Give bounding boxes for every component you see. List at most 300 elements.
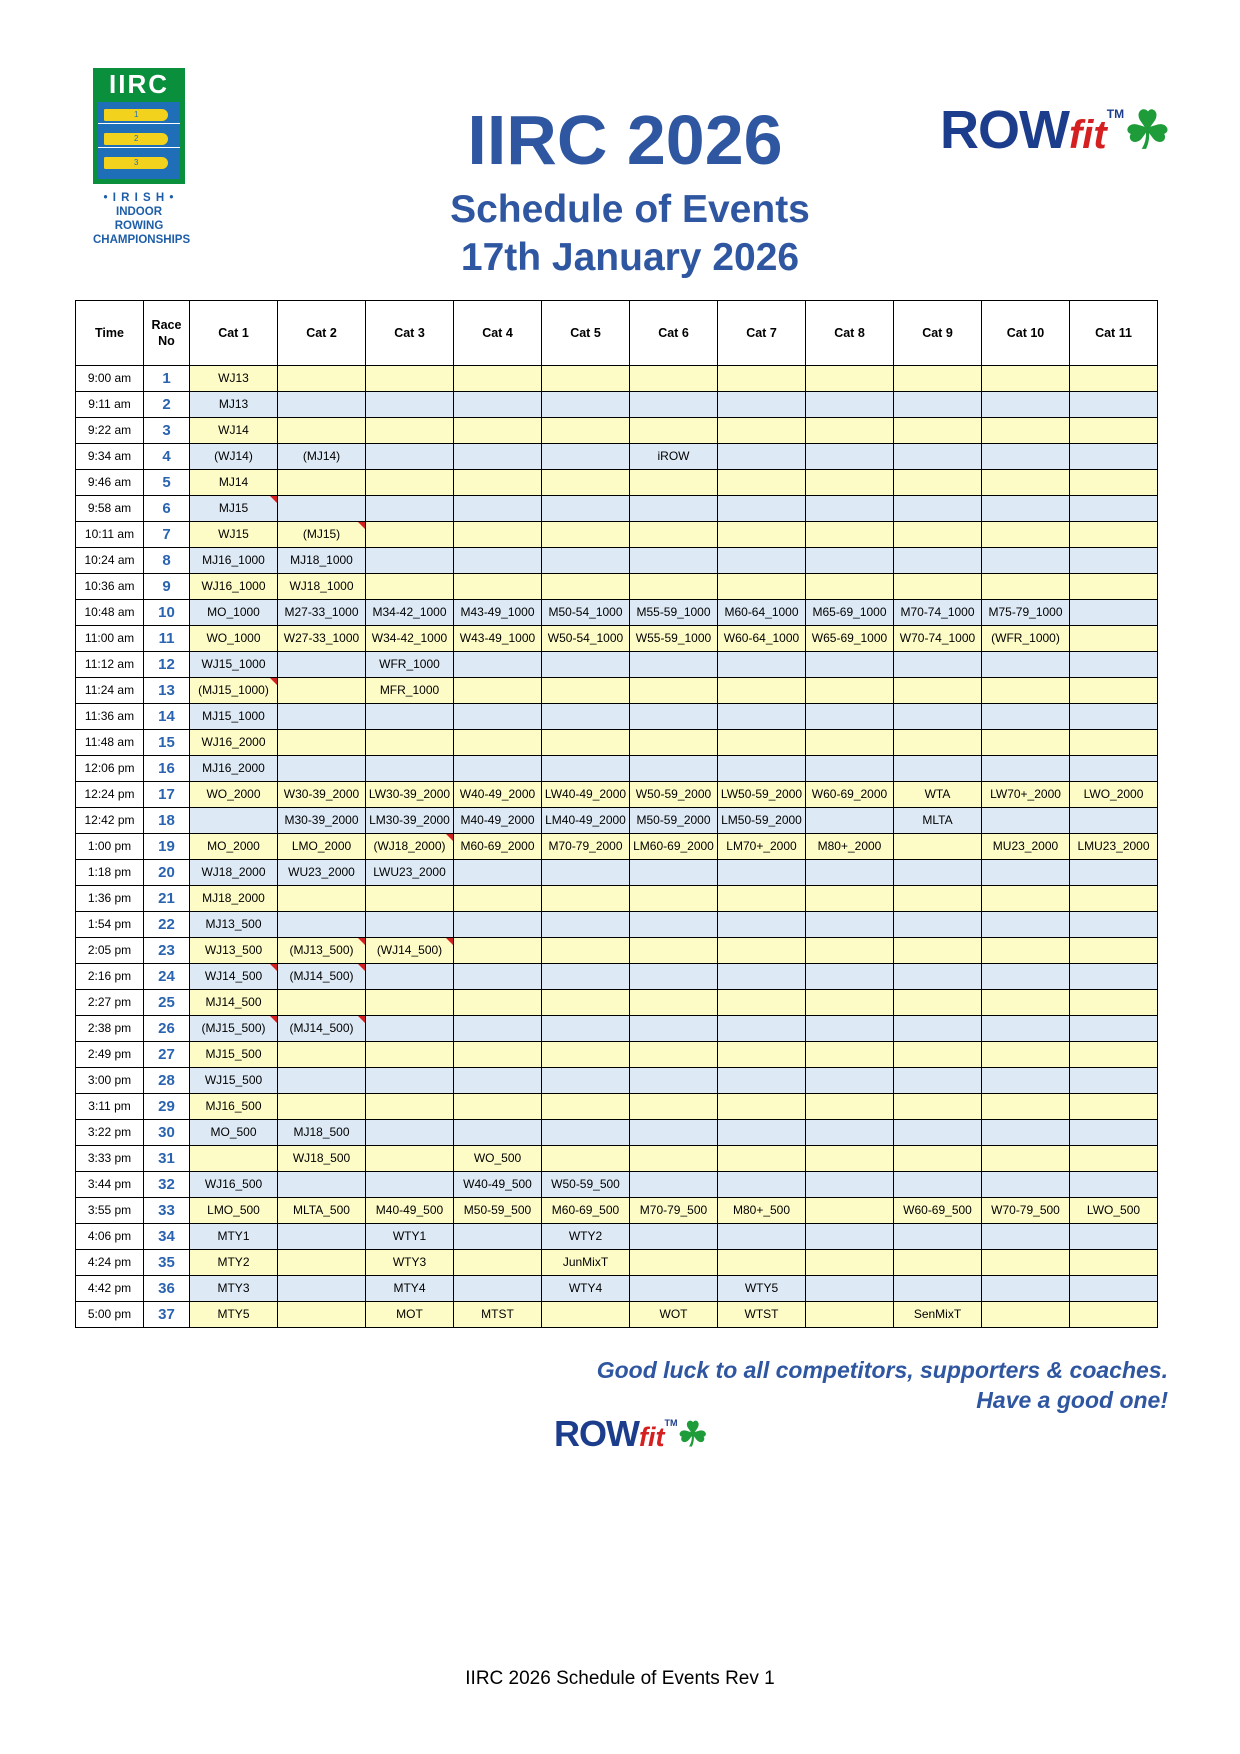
category-cell	[718, 496, 806, 522]
category-cell	[1070, 1042, 1158, 1068]
category-cell	[454, 1016, 542, 1042]
category-cell	[278, 652, 366, 678]
category-cell	[278, 1172, 366, 1198]
category-cell: WJ18_500	[278, 1146, 366, 1172]
category-cell	[278, 366, 366, 392]
category-cell	[982, 548, 1070, 574]
category-cell: W50-54_1000	[542, 626, 630, 652]
table-row	[76, 678, 1158, 704]
category-cell	[366, 444, 454, 470]
race-number: 20	[144, 860, 190, 886]
race-number: 13	[144, 678, 190, 704]
race-time: 2:16 pm	[76, 964, 144, 990]
table-header-row	[76, 301, 1158, 366]
category-cell: LMO_500	[190, 1198, 278, 1224]
race-number: 19	[144, 834, 190, 860]
race-number: 12	[144, 652, 190, 678]
category-cell	[630, 938, 718, 964]
race-number: 5	[144, 470, 190, 496]
category-cell: WJ15_1000	[190, 652, 278, 678]
category-cell	[982, 652, 1070, 678]
category-cell: MJ13_500	[190, 912, 278, 938]
category-cell	[454, 964, 542, 990]
race-number: 32	[144, 1172, 190, 1198]
category-cell	[278, 1250, 366, 1276]
column-header: Cat 1	[190, 301, 278, 366]
race-time: 10:36 am	[76, 574, 144, 600]
race-number: 31	[144, 1146, 190, 1172]
category-cell: (MJ14)	[278, 444, 366, 470]
category-cell	[718, 704, 806, 730]
column-header: Cat 2	[278, 301, 366, 366]
race-time: 2:27 pm	[76, 990, 144, 1016]
race-time: 1:54 pm	[76, 912, 144, 938]
category-cell	[894, 392, 982, 418]
category-cell	[894, 470, 982, 496]
category-cell	[630, 1146, 718, 1172]
category-cell: (MJ15)	[278, 522, 366, 548]
category-cell	[630, 756, 718, 782]
category-cell	[982, 392, 1070, 418]
category-cell: W60-69_500	[894, 1198, 982, 1224]
category-cell	[278, 990, 366, 1016]
category-cell	[1070, 1068, 1158, 1094]
category-cell: LWO_2000	[1070, 782, 1158, 808]
event-date: 17th January 2026	[460, 236, 800, 279]
category-cell	[982, 756, 1070, 782]
category-cell	[630, 1016, 718, 1042]
category-cell: MJ13	[190, 392, 278, 418]
race-time: 3:22 pm	[76, 1120, 144, 1146]
category-cell	[454, 860, 542, 886]
category-cell: MTY2	[190, 1250, 278, 1276]
category-cell	[366, 522, 454, 548]
category-cell: W65-69_1000	[806, 626, 894, 652]
category-cell: MO_1000	[190, 600, 278, 626]
category-cell	[718, 730, 806, 756]
category-cell	[366, 1094, 454, 1120]
table-row	[76, 392, 1158, 418]
category-cell: W34-42_1000	[366, 626, 454, 652]
category-cell	[278, 1094, 366, 1120]
category-cell	[630, 1172, 718, 1198]
category-cell: MTST	[454, 1302, 542, 1328]
category-cell	[366, 496, 454, 522]
category-cell	[542, 756, 630, 782]
category-cell: WJ13	[190, 366, 278, 392]
category-cell	[454, 1224, 542, 1250]
category-cell	[366, 392, 454, 418]
category-cell	[630, 1042, 718, 1068]
category-cell: MJ14_500	[190, 990, 278, 1016]
table-row	[76, 1094, 1158, 1120]
boat-1-icon: 1	[104, 109, 168, 121]
category-cell: W40-49_500	[454, 1172, 542, 1198]
category-cell: MTY5	[190, 1302, 278, 1328]
category-cell: M70-79_2000	[542, 834, 630, 860]
category-cell	[806, 730, 894, 756]
category-cell: LMO_2000	[278, 834, 366, 860]
category-cell	[542, 652, 630, 678]
iirc-logo-lanes	[98, 102, 180, 179]
category-cell: MO_500	[190, 1120, 278, 1146]
table-row	[76, 1224, 1158, 1250]
category-cell	[630, 574, 718, 600]
category-cell	[718, 548, 806, 574]
category-cell	[806, 1146, 894, 1172]
category-cell: M80+_2000	[806, 834, 894, 860]
category-cell	[982, 1302, 1070, 1328]
category-cell	[718, 1016, 806, 1042]
category-cell	[894, 1016, 982, 1042]
category-cell: LM30-39_2000	[366, 808, 454, 834]
category-cell	[1070, 730, 1158, 756]
category-cell	[806, 548, 894, 574]
rowfit-logo-bottom: ROWfit™☘	[554, 1413, 708, 1454]
category-cell	[542, 704, 630, 730]
category-cell	[806, 886, 894, 912]
category-cell	[982, 1120, 1070, 1146]
boat-2-icon: 2	[104, 133, 168, 145]
page-footer: IIRC 2026 Schedule of Events Rev 1	[465, 1668, 775, 1689]
category-cell: M70-79_500	[630, 1198, 718, 1224]
category-cell	[630, 1068, 718, 1094]
category-cell	[806, 912, 894, 938]
category-cell	[630, 678, 718, 704]
category-cell: (MJ15_1000)	[190, 678, 278, 704]
category-cell: M70-74_1000	[894, 600, 982, 626]
category-cell	[630, 1094, 718, 1120]
category-cell: LM60-69_2000	[630, 834, 718, 860]
iirc-logo-text: IIRC	[109, 69, 169, 99]
column-header: Cat 9	[894, 301, 982, 366]
category-cell: WJ18_1000	[278, 574, 366, 600]
category-cell	[366, 730, 454, 756]
category-cell: WTST	[718, 1302, 806, 1328]
category-cell	[982, 1276, 1070, 1302]
category-cell	[894, 574, 982, 600]
category-cell	[894, 1068, 982, 1094]
category-cell	[630, 392, 718, 418]
iirc-logo	[93, 68, 191, 246]
category-cell	[542, 1016, 630, 1042]
page-subtitle: Schedule of Events	[450, 188, 810, 231]
category-cell	[982, 860, 1070, 886]
category-cell	[982, 522, 1070, 548]
race-number: 28	[144, 1068, 190, 1094]
race-time: 10:11 am	[76, 522, 144, 548]
category-cell	[806, 574, 894, 600]
category-cell: M75-79_1000	[982, 600, 1070, 626]
category-cell	[630, 1276, 718, 1302]
category-cell	[542, 1042, 630, 1068]
category-cell	[366, 704, 454, 730]
category-cell: M34-42_1000	[366, 600, 454, 626]
category-cell	[366, 990, 454, 1016]
race-number: 2	[144, 392, 190, 418]
category-cell: (WJ18_2000)	[366, 834, 454, 860]
category-cell	[278, 470, 366, 496]
category-cell	[630, 366, 718, 392]
category-cell: LM70+_2000	[718, 834, 806, 860]
category-cell	[894, 444, 982, 470]
category-cell	[982, 470, 1070, 496]
category-cell: LM50-59_2000	[718, 808, 806, 834]
race-number: 16	[144, 756, 190, 782]
category-cell	[806, 1094, 894, 1120]
table-row	[76, 600, 1158, 626]
category-cell	[1070, 574, 1158, 600]
race-time: 3:55 pm	[76, 1198, 144, 1224]
category-cell: MJ15	[190, 496, 278, 522]
table-row	[76, 1302, 1158, 1328]
category-cell	[630, 1250, 718, 1276]
race-time: 9:00 am	[76, 366, 144, 392]
category-cell	[806, 1172, 894, 1198]
category-cell	[630, 548, 718, 574]
race-time: 10:48 am	[76, 600, 144, 626]
category-cell	[542, 574, 630, 600]
category-cell: MO_2000	[190, 834, 278, 860]
category-cell	[982, 1016, 1070, 1042]
category-cell	[278, 418, 366, 444]
category-cell: SenMixT	[894, 1302, 982, 1328]
category-cell	[806, 938, 894, 964]
category-cell	[894, 1120, 982, 1146]
category-cell: WO_1000	[190, 626, 278, 652]
category-cell	[894, 1276, 982, 1302]
race-time: 12:42 pm	[76, 808, 144, 834]
race-time: 4:06 pm	[76, 1224, 144, 1250]
category-cell: WTA	[894, 782, 982, 808]
table-row	[76, 652, 1158, 678]
category-cell	[542, 1120, 630, 1146]
category-cell	[982, 990, 1070, 1016]
race-time: 3:00 pm	[76, 1068, 144, 1094]
table-row	[76, 1172, 1158, 1198]
category-cell	[806, 444, 894, 470]
category-cell: MJ18_2000	[190, 886, 278, 912]
column-header: Cat 10	[982, 301, 1070, 366]
table-row	[76, 938, 1158, 964]
category-cell: W70-79_500	[982, 1198, 1070, 1224]
category-cell	[1070, 548, 1158, 574]
category-cell	[454, 444, 542, 470]
category-cell: MJ18_1000	[278, 548, 366, 574]
category-cell	[982, 496, 1070, 522]
race-time: 1:00 pm	[76, 834, 144, 860]
category-cell: LWO_500	[1070, 1198, 1158, 1224]
category-cell	[454, 1120, 542, 1146]
race-time: 4:42 pm	[76, 1276, 144, 1302]
category-cell: WJ18_2000	[190, 860, 278, 886]
category-cell	[806, 522, 894, 548]
race-time: 11:12 am	[76, 652, 144, 678]
category-cell	[894, 496, 982, 522]
category-cell	[894, 938, 982, 964]
race-time: 3:11 pm	[76, 1094, 144, 1120]
category-cell	[454, 418, 542, 444]
category-cell	[454, 574, 542, 600]
category-cell	[1070, 626, 1158, 652]
category-cell: MJ14	[190, 470, 278, 496]
category-cell	[1070, 678, 1158, 704]
race-time: 2:05 pm	[76, 938, 144, 964]
category-cell: M30-39_2000	[278, 808, 366, 834]
category-cell	[894, 1224, 982, 1250]
category-cell	[454, 990, 542, 1016]
category-cell	[630, 1224, 718, 1250]
category-cell	[454, 678, 542, 704]
category-cell	[542, 496, 630, 522]
category-cell	[454, 548, 542, 574]
table-row	[76, 1016, 1158, 1042]
race-time: 3:44 pm	[76, 1172, 144, 1198]
category-cell	[718, 1120, 806, 1146]
category-cell	[366, 574, 454, 600]
race-time: 9:22 am	[76, 418, 144, 444]
table-row	[76, 756, 1158, 782]
category-cell: W40-49_2000	[454, 782, 542, 808]
category-cell	[718, 1224, 806, 1250]
race-time: 11:24 am	[76, 678, 144, 704]
category-cell	[454, 704, 542, 730]
category-cell: WJ14	[190, 418, 278, 444]
category-cell	[542, 1068, 630, 1094]
category-cell	[454, 392, 542, 418]
category-cell: M65-69_1000	[806, 600, 894, 626]
category-cell	[806, 652, 894, 678]
page-title: IIRC 2026	[467, 101, 783, 179]
column-header: Race No	[144, 301, 190, 366]
category-cell	[454, 1042, 542, 1068]
race-number: 25	[144, 990, 190, 1016]
category-cell	[806, 1068, 894, 1094]
category-cell	[366, 1120, 454, 1146]
category-cell	[718, 418, 806, 444]
table-row	[76, 834, 1158, 860]
category-cell	[718, 1172, 806, 1198]
race-time: 1:36 pm	[76, 886, 144, 912]
race-number: 30	[144, 1120, 190, 1146]
category-cell	[278, 912, 366, 938]
race-time: 2:38 pm	[76, 1016, 144, 1042]
category-cell	[982, 678, 1070, 704]
category-cell	[982, 1042, 1070, 1068]
category-cell	[982, 1094, 1070, 1120]
category-cell	[1070, 470, 1158, 496]
category-cell: WU23_2000	[278, 860, 366, 886]
race-number: 15	[144, 730, 190, 756]
table-row	[76, 444, 1158, 470]
category-cell: M60-64_1000	[718, 600, 806, 626]
category-cell	[630, 912, 718, 938]
category-cell	[806, 496, 894, 522]
iirc-logo-badge	[93, 68, 185, 184]
category-cell	[278, 678, 366, 704]
category-cell: W43-49_1000	[454, 626, 542, 652]
race-time: 2:49 pm	[76, 1042, 144, 1068]
category-cell	[806, 1276, 894, 1302]
category-cell	[542, 366, 630, 392]
category-cell	[1070, 808, 1158, 834]
race-number: 18	[144, 808, 190, 834]
schedule-body	[76, 366, 1158, 1328]
column-header: Cat 4	[454, 301, 542, 366]
category-cell	[894, 418, 982, 444]
category-cell: (WFR_1000)	[982, 626, 1070, 652]
category-cell: WFR_1000	[366, 652, 454, 678]
race-number: 6	[144, 496, 190, 522]
category-cell: (WJ14_500)	[366, 938, 454, 964]
category-cell	[1070, 912, 1158, 938]
category-cell: W60-64_1000	[718, 626, 806, 652]
category-cell: WTY1	[366, 1224, 454, 1250]
rowfit-logo: ROWfit™☘	[940, 100, 1171, 160]
category-cell	[894, 1250, 982, 1276]
category-cell	[718, 1146, 806, 1172]
closing-line-2: Have a good one!	[976, 1387, 1168, 1413]
category-cell	[894, 522, 982, 548]
category-cell	[630, 990, 718, 1016]
category-cell: MOT	[366, 1302, 454, 1328]
category-cell	[982, 366, 1070, 392]
category-cell	[278, 886, 366, 912]
category-cell	[718, 392, 806, 418]
category-cell	[806, 990, 894, 1016]
category-cell	[982, 1172, 1070, 1198]
category-cell: MTY3	[190, 1276, 278, 1302]
category-cell	[806, 392, 894, 418]
race-time: 3:33 pm	[76, 1146, 144, 1172]
category-cell: M43-49_1000	[454, 600, 542, 626]
category-cell	[982, 938, 1070, 964]
category-cell	[894, 678, 982, 704]
category-cell	[982, 730, 1070, 756]
category-cell	[982, 444, 1070, 470]
race-time: 9:11 am	[76, 392, 144, 418]
category-cell: WJ16_1000	[190, 574, 278, 600]
category-cell: WJ16_500	[190, 1172, 278, 1198]
category-cell: LW30-39_2000	[366, 782, 454, 808]
race-number: 14	[144, 704, 190, 730]
category-cell: WTY5	[718, 1276, 806, 1302]
category-cell: MJ16_2000	[190, 756, 278, 782]
category-cell	[542, 444, 630, 470]
category-cell	[278, 496, 366, 522]
race-number: 34	[144, 1224, 190, 1250]
table-row	[76, 782, 1158, 808]
category-cell	[718, 756, 806, 782]
table-row	[76, 990, 1158, 1016]
boat-3-icon: 3	[104, 157, 168, 169]
category-cell	[982, 1146, 1070, 1172]
category-cell	[718, 470, 806, 496]
category-cell: WJ16_2000	[190, 730, 278, 756]
category-cell	[894, 860, 982, 886]
category-cell	[718, 938, 806, 964]
category-cell	[542, 730, 630, 756]
category-cell	[454, 496, 542, 522]
category-cell	[806, 470, 894, 496]
category-cell	[894, 730, 982, 756]
category-cell: (MJ14_500)	[278, 1016, 366, 1042]
category-cell: W50-59_2000	[630, 782, 718, 808]
race-number: 8	[144, 548, 190, 574]
category-cell	[366, 1016, 454, 1042]
table-row	[76, 964, 1158, 990]
category-cell	[806, 1042, 894, 1068]
